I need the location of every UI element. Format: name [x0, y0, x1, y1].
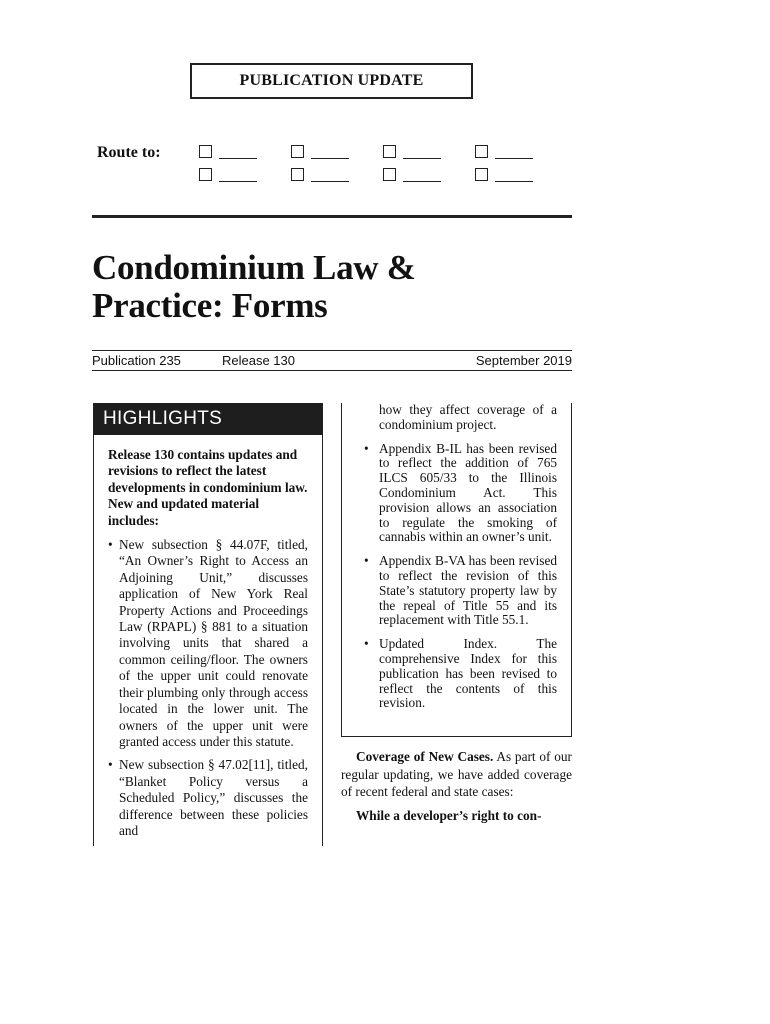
- route-checkbox[interactable]: [291, 143, 351, 163]
- checkbox-square-icon: [291, 168, 304, 181]
- checkbox-square-icon: [383, 168, 396, 181]
- route-checkbox-grid: [199, 143, 549, 187]
- publication-info-line: [92, 353, 572, 369]
- coverage-paragraph: [341, 748, 572, 801]
- checkbox-square-icon: [383, 145, 396, 158]
- publication-number: Publication 235: [92, 353, 181, 368]
- route-checkbox[interactable]: [383, 166, 443, 186]
- release-date: September 2019: [475, 353, 572, 368]
- highlight-item: • Appendix B-IL has been revised to reflect the addition of 765 ILCS 605/33 to the Illinois Condominium Act. This provision allows an association to regulate the smoking of cannabis within an owner’s unit.: [364, 442, 557, 546]
- highlight-continuation: how they affect coverage of a condominium project.: [379, 402, 557, 432]
- route-checkbox[interactable]: [199, 143, 259, 163]
- coverage-section: [341, 748, 572, 824]
- highlights-heading: HIGHLIGHTS: [94, 403, 322, 435]
- route-checkbox[interactable]: [475, 166, 535, 186]
- coverage-case-lead: While a developer’s right to con-: [356, 807, 542, 823]
- title-line-2: Practice: Forms: [92, 286, 328, 325]
- highlight-item: • New subsection § 44.07F, titled, “An Owner’s Right to Access an Adjoining Unit,” discusses application of New York Real Property Actions and Proceedings Law (RPAPL) § 881 to a situation involving units that shared a common ceiling/floor. The owners of the upper unit could renovate their plumbing only through access located in the lower unit. The owners of the upper unit were granted access under this statute.: [108, 537, 308, 750]
- publication-update-label: PUBLICATION UPDATE: [239, 72, 424, 89]
- highlight-item: • Updated Index. The comprehensive Index for this publication has been revised to reflect the contents of this revision.: [364, 637, 557, 711]
- divider-top: [92, 350, 572, 351]
- highlights-intro: Release 130 contains updates and revisions to reflect the latest developments in condominium law. New and updated material includes:: [108, 447, 308, 528]
- route-checkbox[interactable]: [475, 143, 535, 163]
- route-checkbox[interactable]: [199, 166, 259, 186]
- route-checkbox[interactable]: [383, 143, 443, 163]
- checkbox-square-icon: [475, 168, 488, 181]
- coverage-text: As part of our regular updating, we have added coverage of recent federal and state cases:: [341, 749, 572, 800]
- checkbox-square-icon: [199, 168, 212, 181]
- divider-bottom: [92, 370, 572, 371]
- route-to-label: Route to:: [97, 144, 161, 161]
- checkbox-square-icon: [475, 145, 488, 158]
- highlights-box: [93, 403, 323, 846]
- release-number: Release 130: [222, 353, 295, 368]
- highlights-continued-box: [341, 403, 572, 737]
- title-line-1: Condominium Law &: [92, 248, 416, 287]
- checkbox-square-icon: [291, 145, 304, 158]
- route-checkbox[interactable]: [291, 166, 351, 186]
- page-title: [92, 249, 572, 325]
- highlight-item: • New subsection § 47.02[11], titled, “Blanket Policy versus a Scheduled Policy,” discusses the difference between these policies and: [108, 757, 308, 839]
- coverage-lead: Coverage of New Cases.: [356, 749, 494, 764]
- highlight-item: • Appendix B-VA has been revised to reflect the revision of this State’s statutory property law by the repeal of Title 55 and its replacement with Title 55.1.: [364, 554, 557, 628]
- publication-update-box: [190, 63, 473, 99]
- checkbox-square-icon: [199, 145, 212, 158]
- divider-thick: [92, 215, 572, 218]
